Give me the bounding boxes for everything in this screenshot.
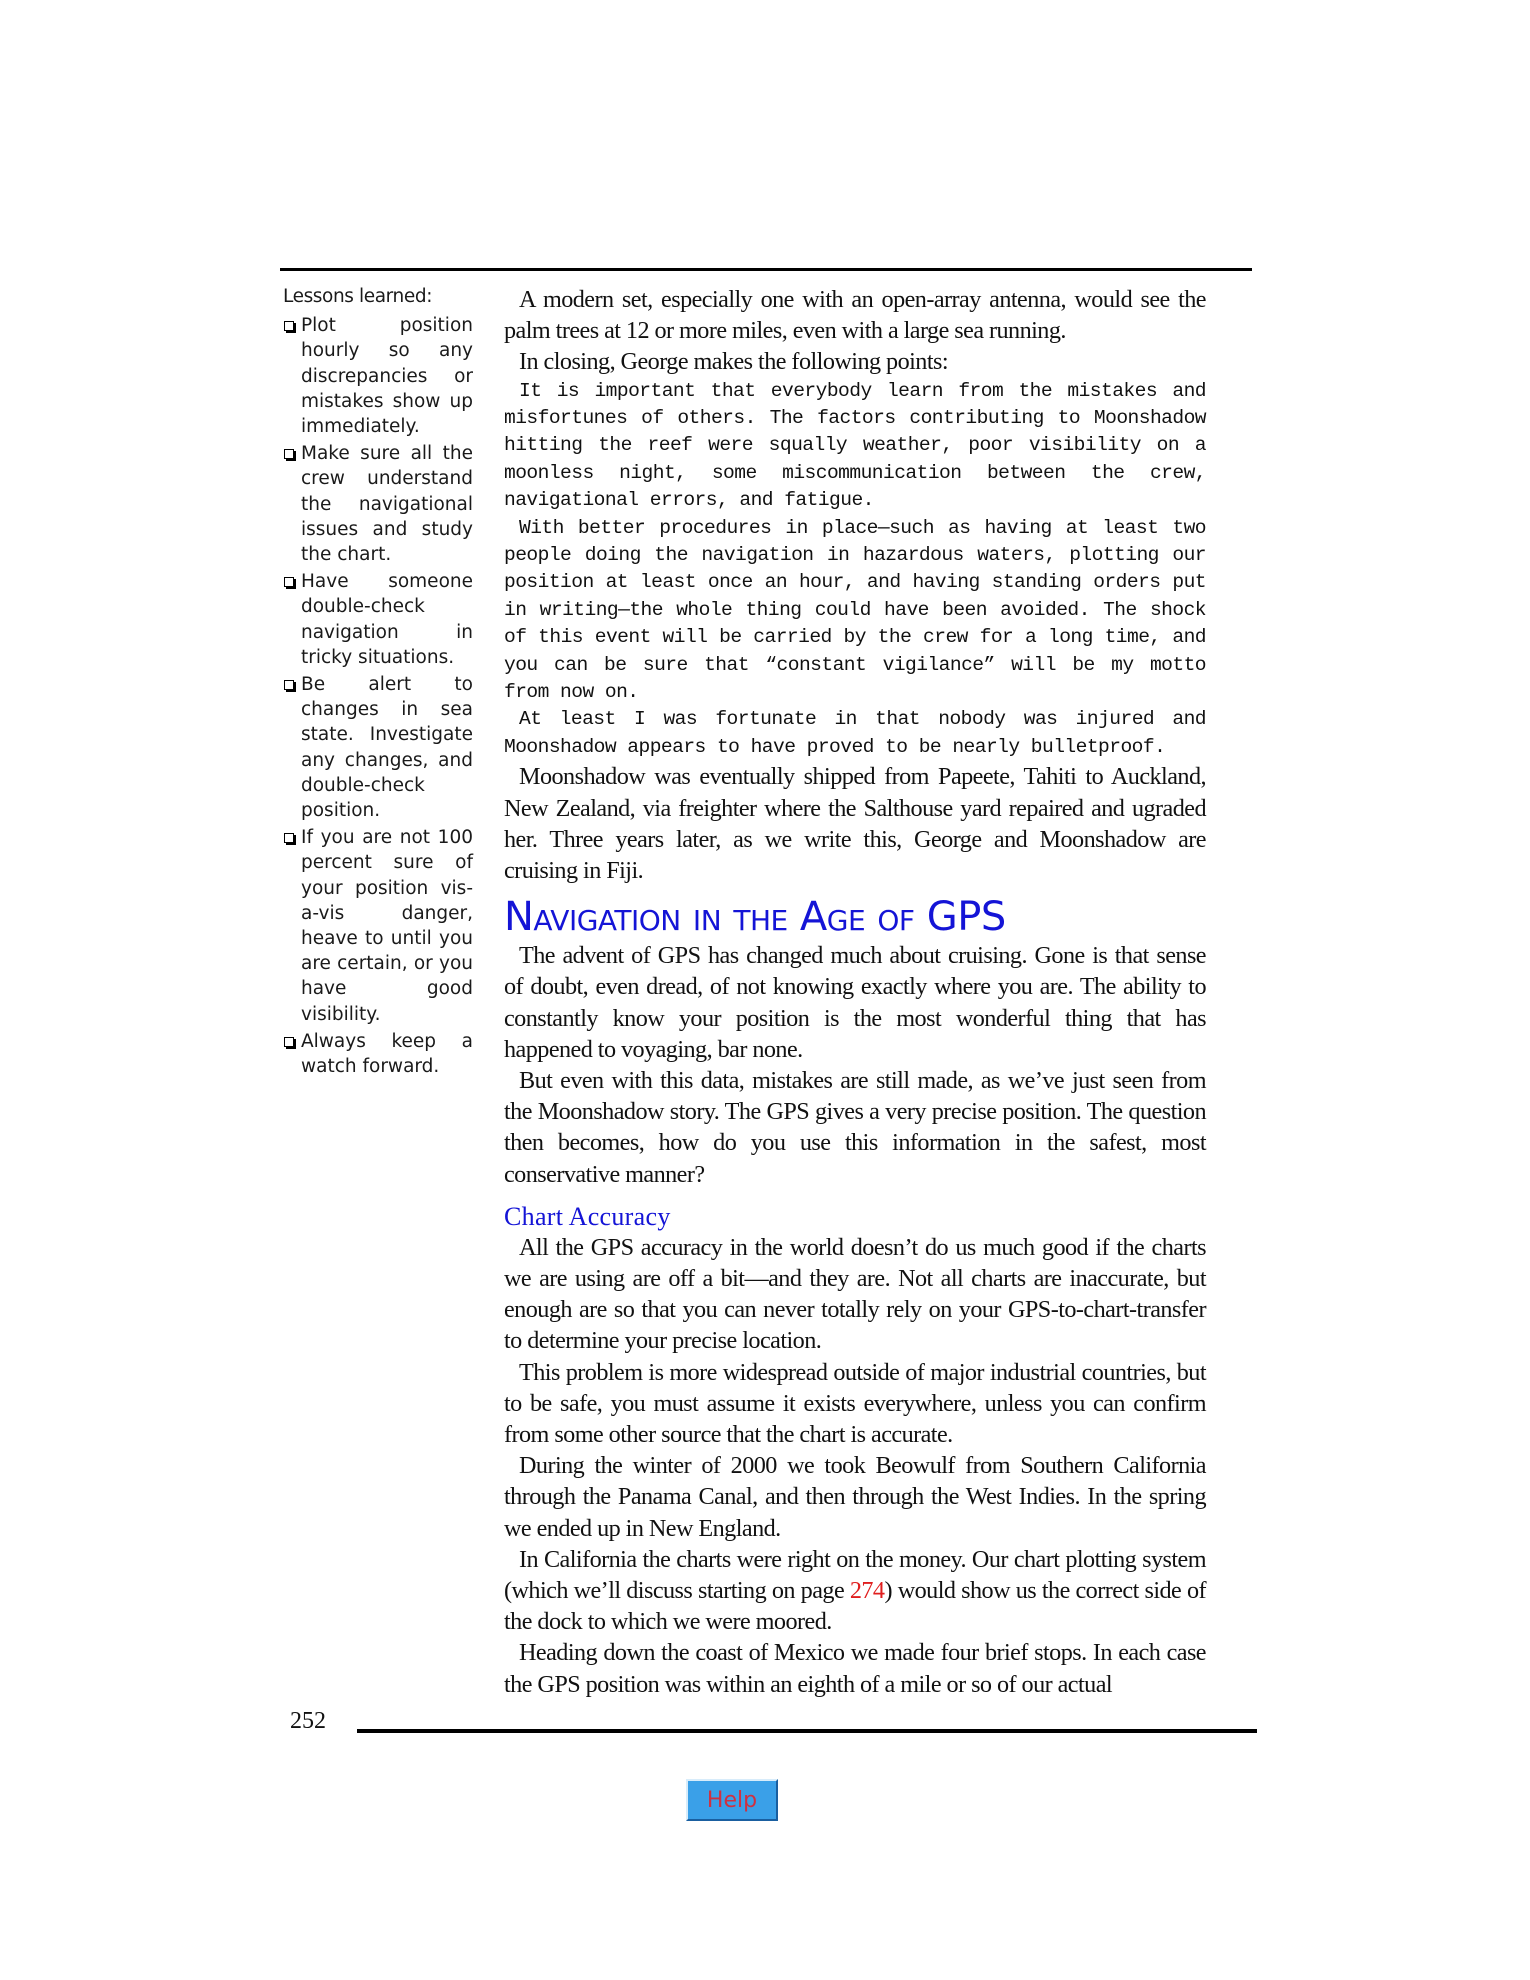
sidebar-heading: Lessons learned:: [283, 286, 433, 307]
body-paragraph: Moonshadow was eventually shipped from Papeete, Tahiti to Auckland, New Zealand, via freighter where the Salthouse yard repaired and ugraded her. Three years later, as we write this, George and Moonshadow are cruising in Fiji.: [504, 763, 1206, 884]
body-paragraph: But even with this data, mistakes are still made, as we’ve just seen from the Moonshadow story. The GPS gives a very precise position. The question then becomes, how do you use this information in the safest, most conservative manner?: [504, 1066, 1206, 1188]
subsection-heading: Chart Accuracy: [504, 1201, 671, 1231]
sidebar-lessons: [283, 284, 473, 1081]
checkbox-icon: [284, 680, 294, 690]
lesson-item: Be alert to changes in sea state. Investigate any changes, and double-check position.: [283, 672, 473, 823]
help-button[interactable]: Help: [686, 1779, 778, 1821]
body-paragraph: During the winter of 2000 we took Beowulf from Southern California through the Panama Canal, and then through the West Indies. In the spring we ended up in New England.: [504, 1452, 1206, 1542]
section-heading: Navigation in the Age of GPS: [504, 894, 1006, 941]
page-number: 252: [290, 1708, 326, 1734]
body-paragraph: This problem is more widespread outside of major industrial countries, but to be safe, you must assume it exists everywhere, unless you can confirm from some other source that the chart is accurate.: [504, 1358, 1206, 1448]
quote-paragraph: It is important that everybody learn from the mistakes and misfortunes of others. The factors contributing to Moonshadow hitting the reef were squally weather, poor visibility on a moonless night, some miscommunication between the crew, navigational errors, and fatigue.: [504, 379, 1206, 512]
quote-paragraph: At least I was fortunate in that nobody was injured and Moonshadow appears to have proved to be nearly bulletproof.: [504, 708, 1206, 758]
lesson-item: If you are not 100 percent sure of your position vis-a-vis danger, heave to until you are certain, or you have good visibility.: [283, 825, 473, 1027]
body-paragraph: All the GPS accuracy in the world doesn’t do us much good if the charts we are using are off a bit—and they are. Not all charts are inaccurate, but enough are so that you can never totally rely on your GPS-to-chart-transfer to determine your precise location.: [504, 1233, 1206, 1355]
checkbox-icon: [284, 1037, 294, 1047]
lesson-item: Always keep a watch forward.: [283, 1029, 473, 1079]
footer-rule: [357, 1729, 1257, 1733]
main-text-column: [504, 284, 1206, 1700]
body-paragraph: In closing, George makes the following points:: [519, 348, 949, 376]
body-paragraph: Heading down the coast of Mexico we made four brief stops. In each case the GPS position was within an eighth of a mile or so of our actual: [504, 1639, 1206, 1698]
quote-paragraph: With better procedures in place—such as having at least two people doing the navigation in hazardous waters, plotting our position at least once an hour, and having standing orders put in writing—the whole thing could have been avoided. The shock of this event will be carried by the crew for a long time, and you can be sure that “constant vigilance” will be my motto from now on.: [504, 516, 1206, 704]
checkbox-icon: [284, 833, 294, 843]
body-paragraph: A modern set, especially one with an open-array antenna, would see the palm trees at 12 or more miles, even with a large sea running.: [504, 286, 1206, 345]
checkbox-icon: [284, 321, 294, 331]
body-paragraph: The advent of GPS has changed much about cruising. Gone is that sense of doubt, even dread, of not knowing exactly where you are. The ability to constantly know your position is the most wonderful thing that has happened to voyaging, bar none.: [504, 942, 1206, 1063]
lesson-item: Make sure all the crew understand the navigational issues and study the chart.: [283, 441, 473, 567]
lessons-list: [283, 313, 473, 1079]
lesson-item: Plot position hourly so any discrepancies or mistakes show up immediately.: [283, 313, 473, 439]
header-rule: [280, 268, 1252, 271]
checkbox-icon: [284, 449, 294, 459]
checkbox-icon: [284, 577, 294, 587]
body-paragraph-with-link: In California the charts were right on the money. Our chart plotting system (which we’ll discuss starting on page 274) would show us the correct side of the dock to which we were moored.: [504, 1545, 1206, 1636]
page-reference-link[interactable]: 274: [849, 1576, 885, 1604]
lesson-item: Have someone double-check navigation in tricky situations.: [283, 569, 473, 670]
